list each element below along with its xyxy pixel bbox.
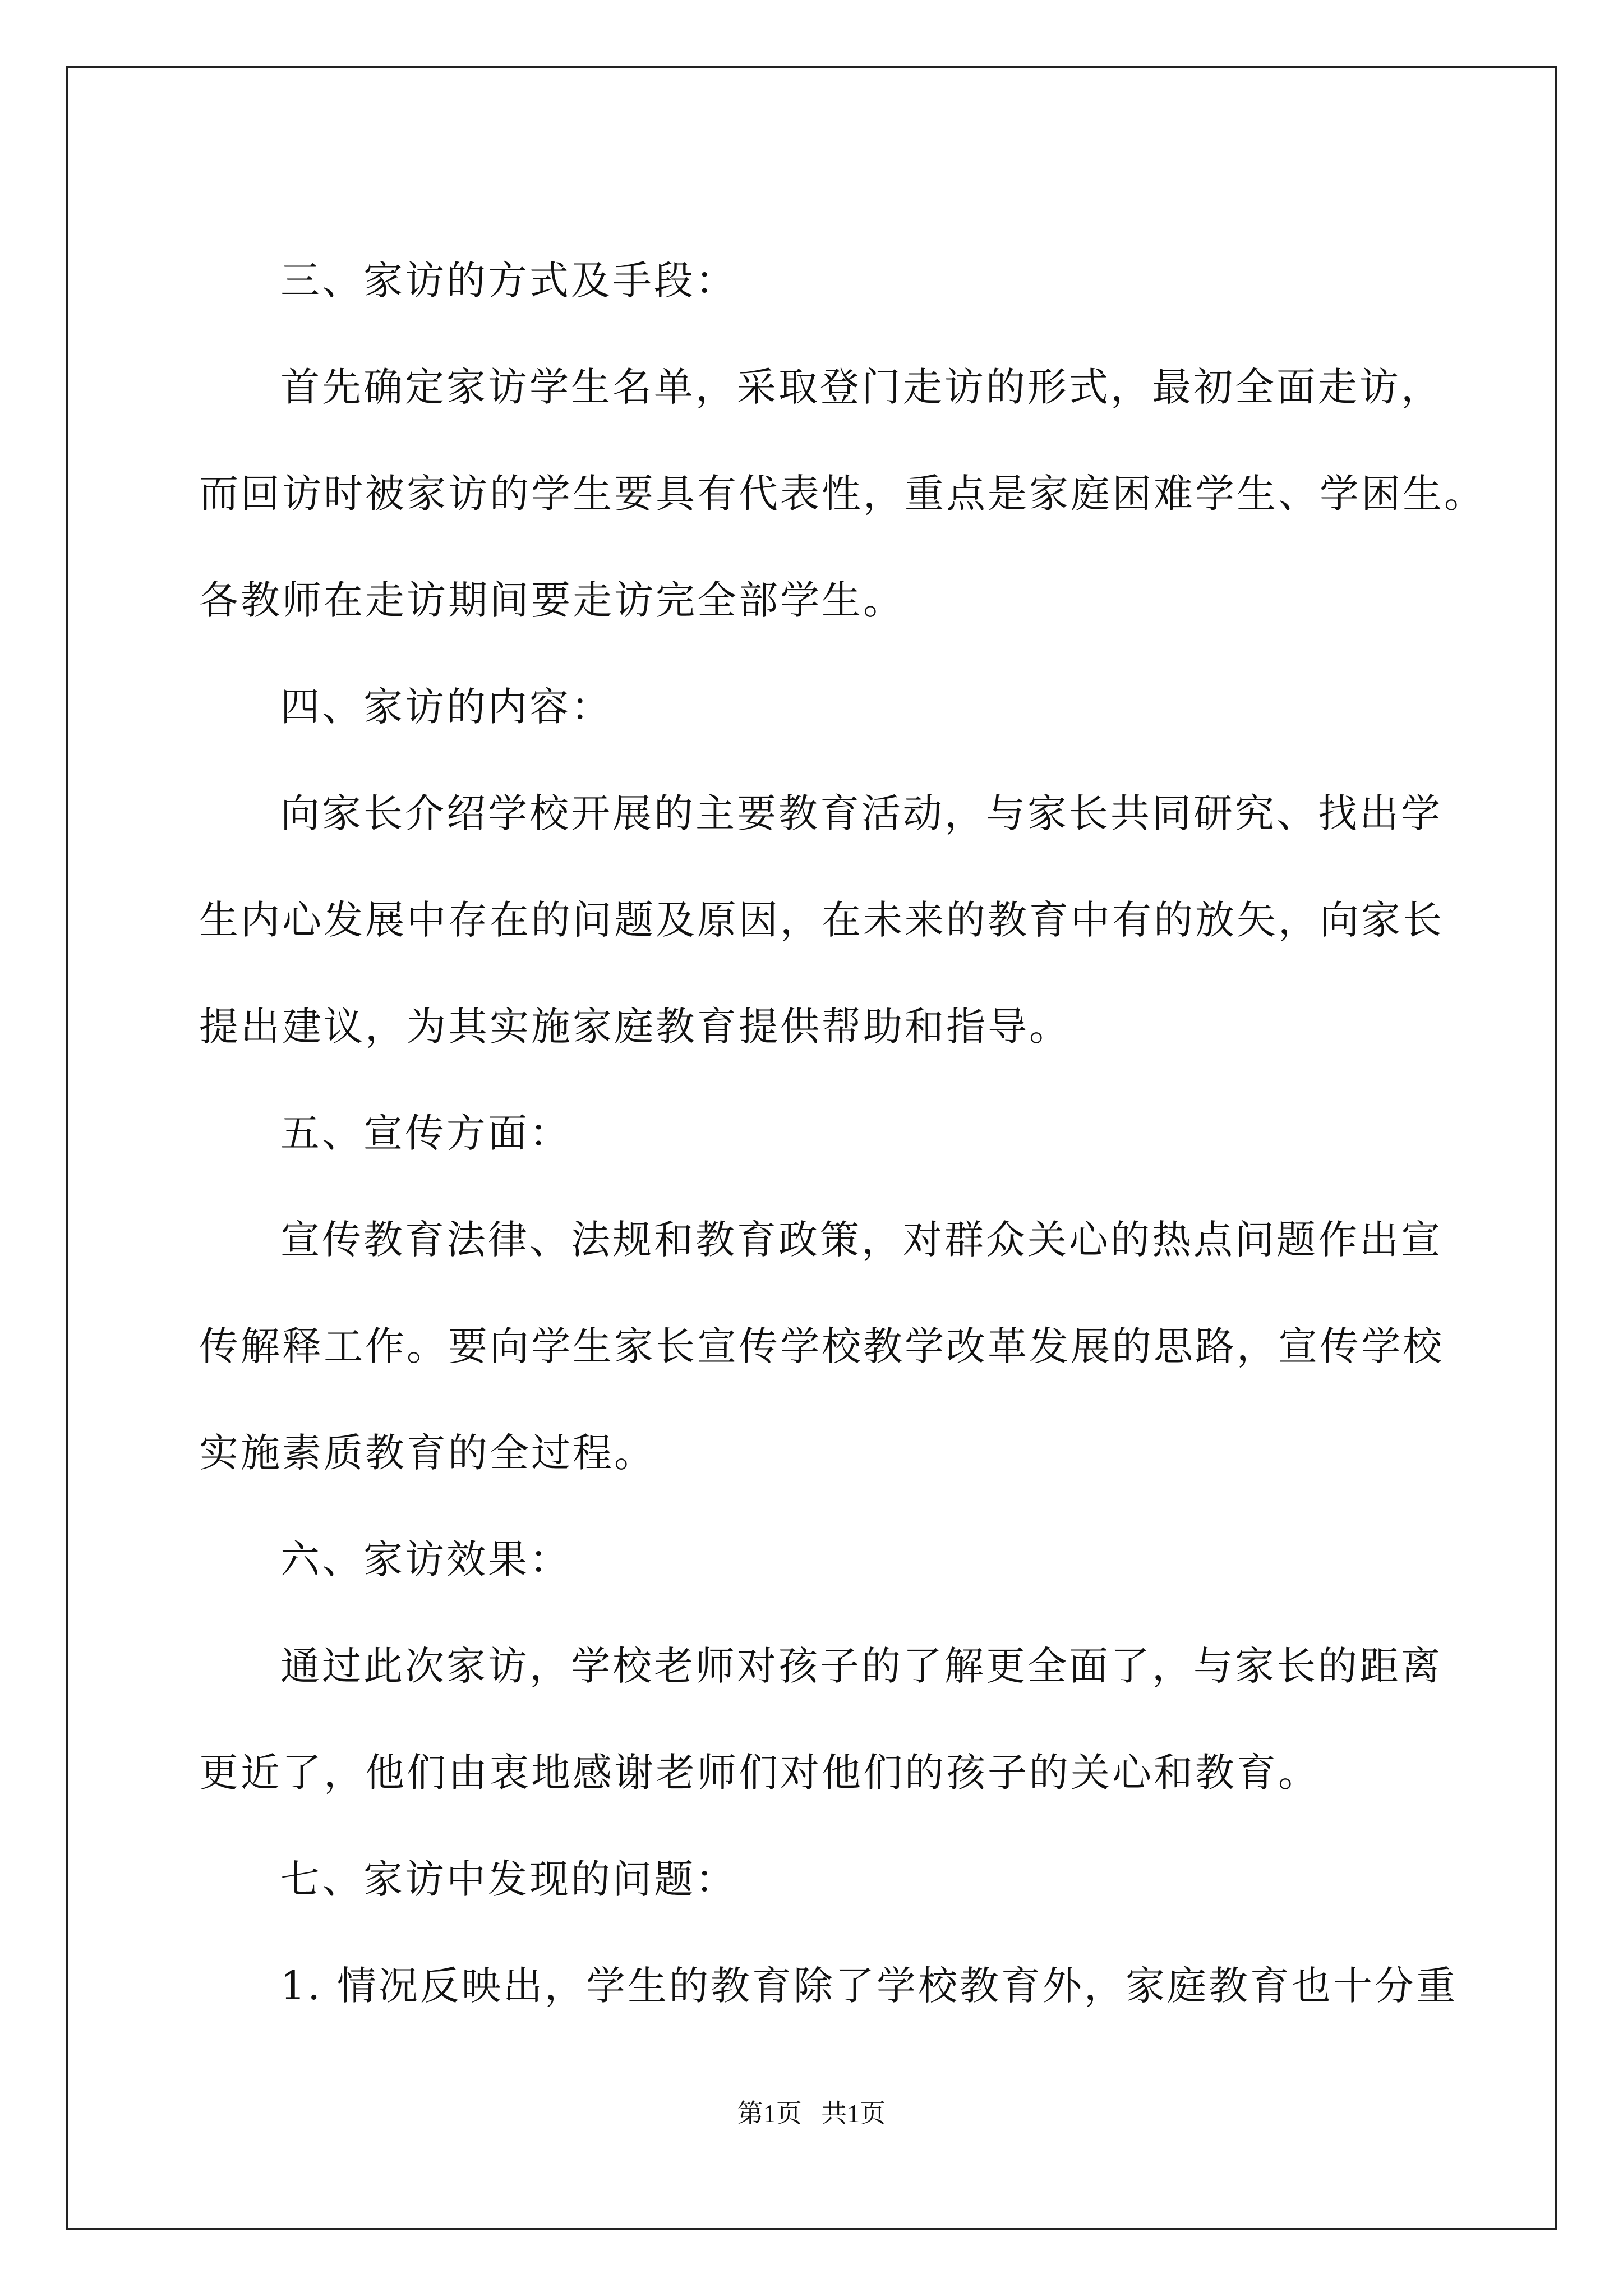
paragraph-line: 向家长介绍学校开展的主要教育活动，与家长共同研究、找出学 bbox=[280, 790, 1442, 836]
paragraph-line: 实施素质教育的全过程。 bbox=[199, 1430, 656, 1476]
paragraph-line: 1. 情况反映出，学生的教育除了学校教育外，家庭教育也十分重 bbox=[280, 1963, 1458, 2009]
section-heading-4: 四、家访的内容： bbox=[280, 684, 612, 730]
paragraph-line: 传解释工作。要向学生家长宣传学校教学改革发展的思路，宣传学校 bbox=[199, 1323, 1444, 1369]
section-heading-5: 五、宣传方面： bbox=[280, 1110, 571, 1156]
paragraph-line: 通过此次家访，学校老师对孩子的了解更全面了，与家长的距离 bbox=[280, 1643, 1442, 1689]
section-heading-6: 六、家访效果： bbox=[280, 1536, 571, 1582]
paragraph-line: 提出建议，为其实施家庭教育提供帮助和指导。 bbox=[199, 1004, 1071, 1050]
page-footer: 第1页 共1页 bbox=[737, 2099, 886, 2128]
paragraph-line: 生内心发展中存在的问题及原因，在未来的教育中有的放矢，向家长 bbox=[199, 897, 1444, 943]
paragraph-line: 更近了，他们由衷地感谢老师们对他们的孩子的关心和教育。 bbox=[199, 1750, 1320, 1796]
paragraph-line: 首先确定家访学生名单，采取登门走访的形式，最初全面走访， bbox=[280, 364, 1442, 410]
paragraph-line: 宣传教育法律、法规和教育政策，对群众关心的热点问题作出宣 bbox=[280, 1217, 1442, 1263]
paragraph-line: 各教师在走访期间要走访完全部学生。 bbox=[199, 577, 905, 623]
paragraph-line: 而回访时被家访的学生要具有代表性，重点是家庭困难学生、学困生。 bbox=[199, 471, 1486, 517]
document-body bbox=[199, 227, 1486, 2039]
section-heading-7: 七、家访中发现的问题： bbox=[280, 1856, 737, 1902]
section-heading-3: 三、家访的方式及手段： bbox=[280, 257, 737, 303]
